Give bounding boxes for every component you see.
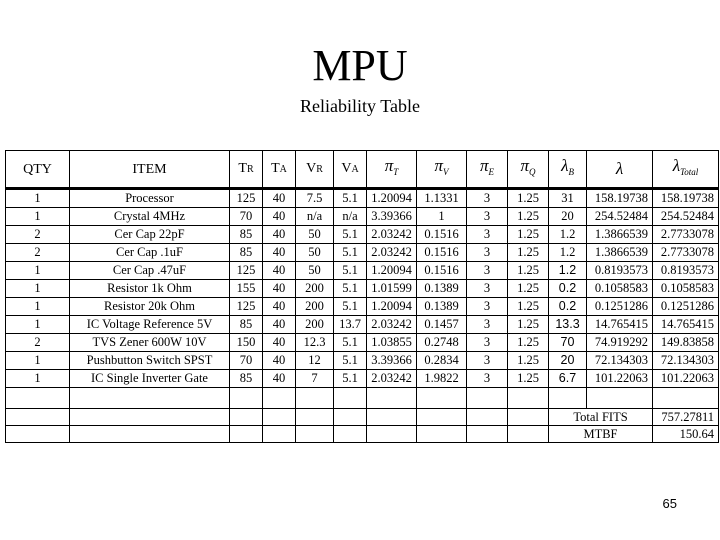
empty-cell — [467, 388, 508, 409]
cell-ta: 40 — [263, 352, 296, 370]
cell-vr: 50 — [296, 244, 334, 262]
cell-lambda-b: 0.2 — [549, 298, 587, 316]
cell-pi-q: 1.25 — [508, 280, 549, 298]
cell-lambda: 0.1058583 — [587, 280, 653, 298]
cell-tr: 85 — [230, 244, 263, 262]
cell-va: 5.1 — [334, 244, 367, 262]
cell-total: 0.1251286 — [653, 298, 719, 316]
empty-cell — [467, 426, 508, 443]
cell-pi-v: 0.2748 — [417, 334, 467, 352]
empty-cell — [296, 409, 334, 426]
table-row — [6, 244, 719, 262]
cell-total: 254.52484 — [653, 208, 719, 226]
cell-tr: 70 — [230, 352, 263, 370]
cell-pi-q: 1.25 — [508, 244, 549, 262]
cell-lambda: 1.3866539 — [587, 226, 653, 244]
table-row — [6, 334, 719, 352]
empty-cell — [508, 388, 549, 409]
cell-pi-e: 3 — [467, 334, 508, 352]
empty-cell — [367, 409, 417, 426]
cell-tr: 150 — [230, 334, 263, 352]
table-spacer-row — [6, 388, 719, 409]
empty-cell — [334, 409, 367, 426]
cell-vr: 50 — [296, 226, 334, 244]
cell-pi-q: 1.25 — [508, 208, 549, 226]
cell-tr: 85 — [230, 316, 263, 334]
total-fits-row-value: 757.27811 — [653, 409, 719, 426]
cell-lambda-b: 31 — [549, 189, 587, 208]
header-lambda-total: $\lambda_{Total}$ — [653, 151, 719, 189]
cell-tr: 155 — [230, 280, 263, 298]
cell-lambda-b: 20 — [549, 208, 587, 226]
cell-va: 5.1 — [334, 189, 367, 208]
header-pi-q: $\pi_Q$ — [508, 151, 549, 189]
empty-cell — [230, 426, 263, 443]
table-row — [6, 208, 719, 226]
cell-pi-q: 1.25 — [508, 316, 549, 334]
cell-total: 72.134303 — [653, 352, 719, 370]
cell-tr: 85 — [230, 370, 263, 388]
cell-tr: 125 — [230, 298, 263, 316]
cell-pi-q: 1.25 — [508, 262, 549, 280]
cell-total: 101.22063 — [653, 370, 719, 388]
cell-qty: 1 — [6, 352, 70, 370]
empty-cell — [334, 426, 367, 443]
total-fits-row — [6, 409, 719, 426]
cell-pi-q: 1.25 — [508, 352, 549, 370]
header-pi-v: $\pi_V$ — [417, 151, 467, 189]
cell-pi-v: 1.9822 — [417, 370, 467, 388]
cell-item: TVS Zener 600W 10V — [70, 334, 230, 352]
cell-lambda-b: 6.7 — [549, 370, 587, 388]
cell-pi-q: 1.25 — [508, 189, 549, 208]
mtbf-row-value: 150.64 — [653, 426, 719, 443]
empty-cell — [70, 409, 230, 426]
cell-pi-q: 1.25 — [508, 334, 549, 352]
cell-pi-v: 0.2834 — [417, 352, 467, 370]
empty-cell — [263, 426, 296, 443]
cell-total: 0.8193573 — [653, 262, 719, 280]
cell-pi-t: 2.03242 — [367, 316, 417, 334]
cell-item: Cer Cap 22pF — [70, 226, 230, 244]
empty-cell — [6, 409, 70, 426]
cell-ta: 40 — [263, 244, 296, 262]
cell-lambda: 158.19738 — [587, 189, 653, 208]
cell-pi-t: 1.20094 — [367, 189, 417, 208]
mtbf-row — [6, 426, 719, 443]
empty-cell — [230, 388, 263, 409]
table-row — [6, 352, 719, 370]
cell-vr: 7.5 — [296, 189, 334, 208]
cell-pi-v: 0.1389 — [417, 280, 467, 298]
cell-pi-e: 3 — [467, 298, 508, 316]
cell-lambda: 101.22063 — [587, 370, 653, 388]
cell-ta: 40 — [263, 316, 296, 334]
cell-total: 149.83858 — [653, 334, 719, 352]
reliability-table — [5, 150, 719, 443]
cell-lambda: 74.919292 — [587, 334, 653, 352]
cell-lambda-b: 70 — [549, 334, 587, 352]
cell-va: 5.1 — [334, 280, 367, 298]
cell-pi-q: 1.25 — [508, 298, 549, 316]
cell-pi-t: 1.03855 — [367, 334, 417, 352]
empty-cell — [508, 409, 549, 426]
table-row — [6, 189, 719, 208]
cell-ta: 40 — [263, 370, 296, 388]
table-row — [6, 226, 719, 244]
empty-cell — [263, 409, 296, 426]
empty-cell — [417, 409, 467, 426]
empty-cell — [296, 426, 334, 443]
empty-cell — [587, 388, 653, 409]
cell-vr: 200 — [296, 280, 334, 298]
empty-cell — [230, 409, 263, 426]
cell-pi-t: 3.39366 — [367, 352, 417, 370]
cell-ta: 40 — [263, 262, 296, 280]
table-row — [6, 370, 719, 388]
header-tr: TR — [230, 151, 263, 189]
cell-ta: 40 — [263, 208, 296, 226]
cell-pi-q: 1.25 — [508, 370, 549, 388]
header-qty: QTY — [6, 151, 70, 189]
cell-pi-e: 3 — [467, 244, 508, 262]
cell-vr: 50 — [296, 262, 334, 280]
page-title: MPU — [312, 41, 408, 90]
table-row — [6, 316, 719, 334]
empty-cell — [6, 388, 70, 409]
header-lambda: λ — [587, 151, 653, 189]
empty-cell — [6, 426, 70, 443]
empty-cell — [508, 426, 549, 443]
cell-ta: 40 — [263, 298, 296, 316]
table-row — [6, 262, 719, 280]
cell-qty: 1 — [6, 189, 70, 208]
cell-pi-v: 0.1457 — [417, 316, 467, 334]
mtbf-row-label: MTBF — [549, 426, 653, 443]
cell-ta: 40 — [263, 226, 296, 244]
empty-cell — [417, 388, 467, 409]
cell-va: 5.1 — [334, 352, 367, 370]
cell-vr: n/a — [296, 208, 334, 226]
cell-pi-e: 3 — [467, 316, 508, 334]
cell-lambda: 1.3866539 — [587, 244, 653, 262]
cell-ta: 40 — [263, 334, 296, 352]
cell-tr: 85 — [230, 226, 263, 244]
cell-pi-t: 2.03242 — [367, 370, 417, 388]
cell-qty: 1 — [6, 262, 70, 280]
cell-pi-e: 3 — [467, 352, 508, 370]
cell-pi-t: 2.03242 — [367, 226, 417, 244]
cell-pi-t: 3.39366 — [367, 208, 417, 226]
cell-pi-v: 0.1516 — [417, 244, 467, 262]
cell-tr: 125 — [230, 262, 263, 280]
empty-cell — [334, 388, 367, 409]
cell-item: Crystal 4MHz — [70, 208, 230, 226]
cell-pi-e: 3 — [467, 262, 508, 280]
empty-cell — [296, 388, 334, 409]
cell-item: Resistor 20k Ohm — [70, 298, 230, 316]
header-pi-t: $\pi_T$ — [367, 151, 417, 189]
page-subtitle: Reliability Table — [300, 96, 420, 116]
cell-qty: 1 — [6, 208, 70, 226]
cell-pi-t: 1.20094 — [367, 262, 417, 280]
cell-total: 2.7733078 — [653, 244, 719, 262]
cell-pi-t: 1.20094 — [367, 298, 417, 316]
table-header-row — [6, 151, 719, 189]
cell-vr: 7 — [296, 370, 334, 388]
cell-qty: 2 — [6, 244, 70, 262]
cell-lambda-b: 0.2 — [549, 280, 587, 298]
cell-item: IC Voltage Reference 5V — [70, 316, 230, 334]
cell-pi-t: 1.01599 — [367, 280, 417, 298]
cell-lambda: 0.1251286 — [587, 298, 653, 316]
cell-pi-v: 1 — [417, 208, 467, 226]
cell-lambda: 0.8193573 — [587, 262, 653, 280]
empty-cell — [70, 388, 230, 409]
cell-ta: 40 — [263, 189, 296, 208]
header-item: ITEM — [70, 151, 230, 189]
cell-ta: 40 — [263, 280, 296, 298]
cell-qty: 1 — [6, 280, 70, 298]
cell-pi-t: 2.03242 — [367, 244, 417, 262]
cell-item: Pushbutton Switch SPST — [70, 352, 230, 370]
cell-item: IC Single Inverter Gate — [70, 370, 230, 388]
header-lambda-b: $\lambda_B$ — [549, 151, 587, 189]
cell-tr: 70 — [230, 208, 263, 226]
header-vr: VR — [296, 151, 334, 189]
cell-total: 14.765415 — [653, 316, 719, 334]
cell-lambda-b: 1.2 — [549, 262, 587, 280]
cell-va: 5.1 — [334, 334, 367, 352]
cell-qty: 1 — [6, 316, 70, 334]
cell-vr: 12 — [296, 352, 334, 370]
cell-pi-v: 0.1516 — [417, 262, 467, 280]
cell-tr: 125 — [230, 189, 263, 208]
empty-cell — [70, 426, 230, 443]
header-pi-e: $\pi_E$ — [467, 151, 508, 189]
header-va: VA — [334, 151, 367, 189]
cell-pi-v: 0.1389 — [417, 298, 467, 316]
cell-vr: 200 — [296, 316, 334, 334]
cell-va: 13.7 — [334, 316, 367, 334]
cell-va: 5.1 — [334, 262, 367, 280]
cell-lambda-b: 20 — [549, 352, 587, 370]
cell-lambda: 14.765415 — [587, 316, 653, 334]
empty-cell — [417, 426, 467, 443]
cell-va: 5.1 — [334, 226, 367, 244]
cell-qty: 2 — [6, 334, 70, 352]
cell-qty: 1 — [6, 370, 70, 388]
cell-lambda-b: 1.2 — [549, 226, 587, 244]
cell-va: 5.1 — [334, 298, 367, 316]
cell-vr: 200 — [296, 298, 334, 316]
empty-cell — [367, 426, 417, 443]
empty-cell — [467, 409, 508, 426]
cell-item: Cer Cap .1uF — [70, 244, 230, 262]
cell-pi-v: 1.1331 — [417, 189, 467, 208]
header-ta: TA — [263, 151, 296, 189]
cell-va: n/a — [334, 208, 367, 226]
cell-total: 2.7733078 — [653, 226, 719, 244]
cell-total: 0.1058583 — [653, 280, 719, 298]
total-fits-row-label: Total FITS — [549, 409, 653, 426]
cell-qty: 1 — [6, 298, 70, 316]
cell-pi-e: 3 — [467, 208, 508, 226]
cell-item: Processor — [70, 189, 230, 208]
empty-cell — [263, 388, 296, 409]
table-row — [6, 298, 719, 316]
cell-item: Cer Cap .47uF — [70, 262, 230, 280]
cell-lambda: 254.52484 — [587, 208, 653, 226]
cell-qty: 2 — [6, 226, 70, 244]
page-number: 65 — [662, 496, 677, 511]
cell-lambda: 72.134303 — [587, 352, 653, 370]
cell-pi-e: 3 — [467, 280, 508, 298]
cell-va: 5.1 — [334, 370, 367, 388]
cell-pi-e: 3 — [467, 226, 508, 244]
empty-cell — [367, 388, 417, 409]
cell-item: Resistor 1k Ohm — [70, 280, 230, 298]
cell-pi-e: 3 — [467, 370, 508, 388]
cell-lambda-b: 13.3 — [549, 316, 587, 334]
empty-cell — [549, 388, 587, 409]
table-row — [6, 280, 719, 298]
cell-total: 158.19738 — [653, 189, 719, 208]
cell-pi-e: 3 — [467, 189, 508, 208]
empty-cell — [653, 388, 719, 409]
cell-pi-v: 0.1516 — [417, 226, 467, 244]
cell-pi-q: 1.25 — [508, 226, 549, 244]
cell-vr: 12.3 — [296, 334, 334, 352]
cell-lambda-b: 1.2 — [549, 244, 587, 262]
